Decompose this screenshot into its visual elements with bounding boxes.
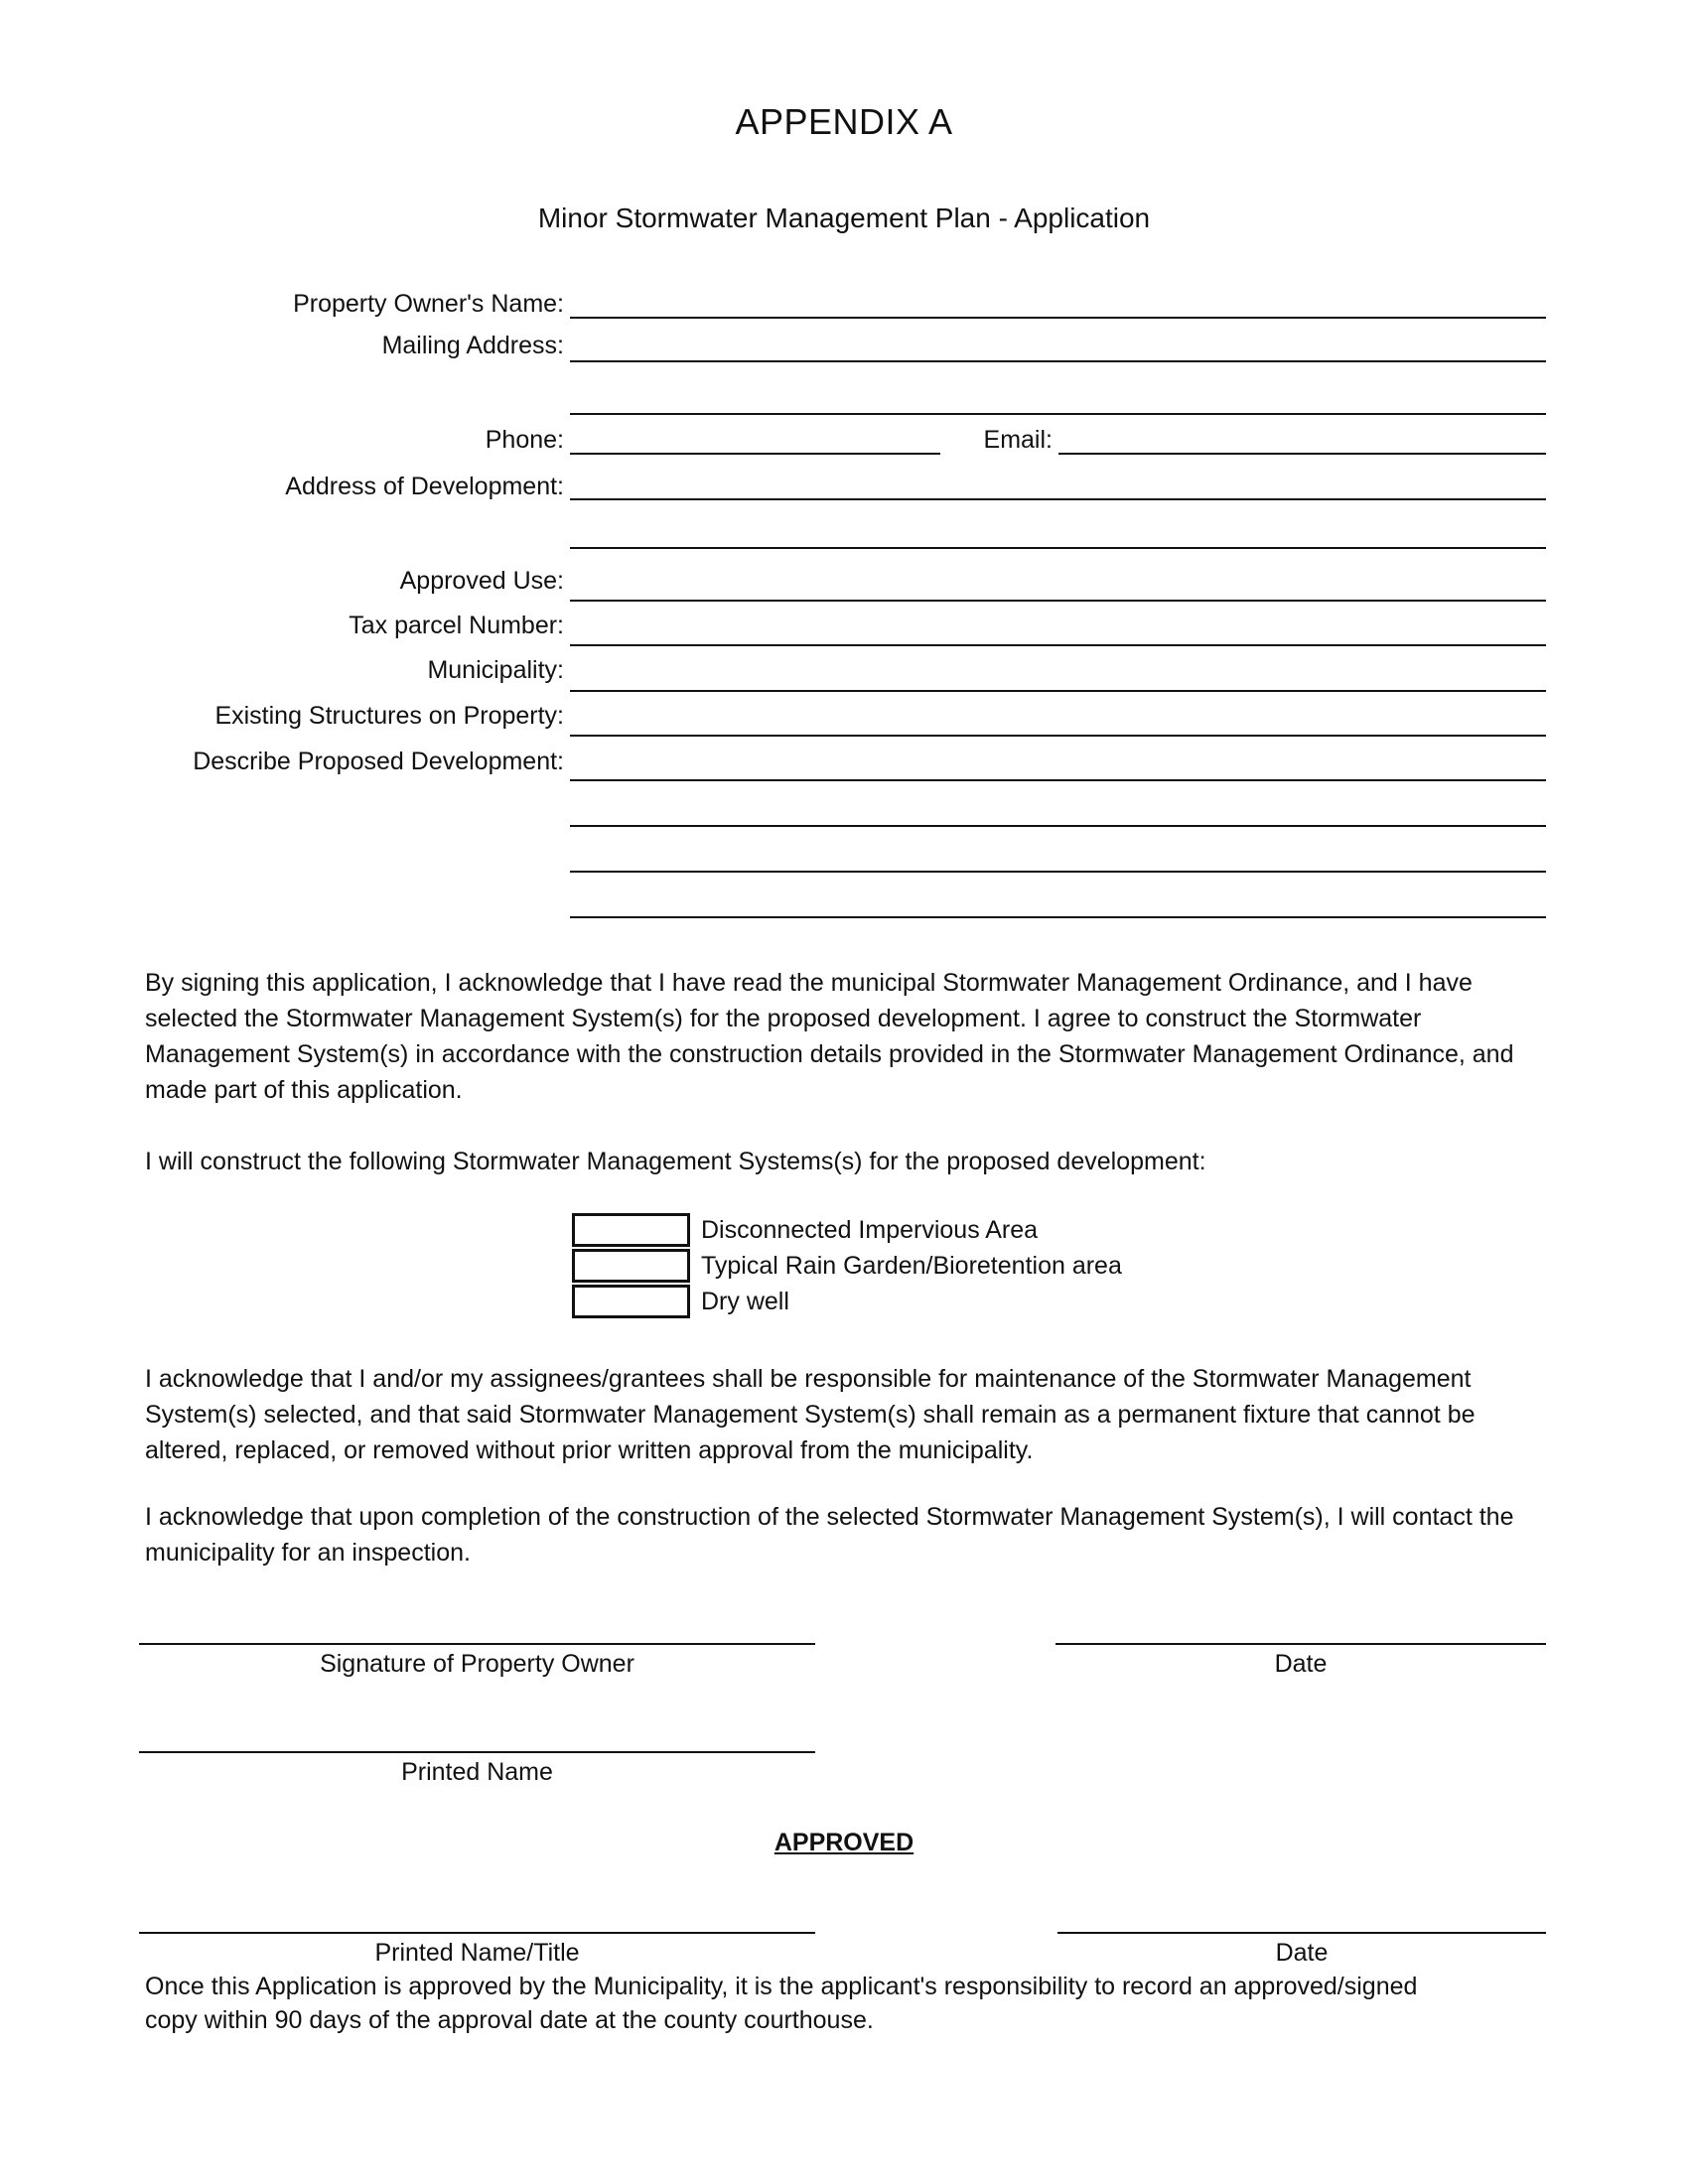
approver-name-title-caption: Printed Name/Title [374,1939,580,1967]
approver-name-title-field[interactable] [139,1932,815,1934]
approver-date-field[interactable] [1057,1932,1546,1934]
owner-signature-field[interactable] [139,1643,815,1645]
construct-systems-text: I will construct the following Stormwater Management Systems(s) for the proposed development: [145,1148,1206,1175]
proposed-development-field-line-4[interactable] [570,916,1546,918]
proposed-development-label: Describe Proposed Development: [193,748,564,775]
proposed-development-field[interactable] [570,779,1546,781]
tax-parcel-field[interactable] [570,644,1546,646]
existing-structures-label: Existing Structures on Property: [214,702,564,730]
email-field[interactable] [1058,453,1546,455]
mailing-address-field[interactable] [570,360,1546,362]
email-label: Email: [983,426,1053,454]
owner-name-label: Property Owner's Name: [293,290,564,318]
recording-instructions-text: Once this Application is approved by the Municipality, it is the applicant's responsibility to record an approved/signed copy within 90 days of the approval date at the county courthouse. [145,1973,1418,2034]
inspection-acknowledgement-text: I acknowledge that upon completion of the construction of the selected Stormwater Management System(s), I will contact the municipality for an inspection. [145,1503,1514,1567]
page-title: APPENDIX A [735,101,953,142]
phone-label: Phone: [485,426,564,454]
owner-signature-caption: Signature of Property Owner [320,1650,634,1678]
disconnected-impervious-area-label: Disconnected Impervious Area [701,1216,1039,1244]
owner-date-caption: Date [1274,1650,1328,1678]
phone-field[interactable] [570,453,940,455]
printed-name-caption: Printed Name [401,1758,553,1786]
disconnected-impervious-area-checkbox[interactable] [572,1213,690,1247]
proposed-development-field-line-2[interactable] [570,825,1546,827]
existing-structures-field[interactable] [570,735,1546,737]
mailing-address-field-line-2[interactable] [570,413,1546,415]
owner-name-field[interactable] [570,317,1546,319]
development-address-field-line-2[interactable] [570,547,1546,549]
rain-garden-checkbox[interactable] [572,1249,690,1283]
maintenance-acknowledgement-text: I acknowledge that I and/or my assignees/grantees shall be responsible for maintenance of the Stormwater Management System(s) selected, and that said Stormwater Management System(s) shall remain as a permanent fixture that cannot be altered, replaced, or removed without prior written approval from the municipality. [145,1365,1476,1464]
proposed-development-field-line-3[interactable] [570,871,1546,873]
mailing-address-label: Mailing Address: [381,332,564,359]
municipality-field[interactable] [570,690,1546,692]
ordinance-acknowledgement-text: By signing this application, I acknowledge that I have read the municipal Stormwater Management Ordinance, and I have selected the Stormwater Management System(s) for the proposed development. I agree to construct the Stormwater Management System(s) in accordance with the construction details provided in the Stormwater Management Ordinance, and made part of this application. [145,969,1514,1104]
owner-date-field[interactable] [1055,1643,1546,1645]
tax-parcel-label: Tax parcel Number: [349,612,564,639]
rain-garden-label: Typical Rain Garden/Bioretention area [701,1252,1122,1280]
municipality-label: Municipality: [427,656,564,684]
development-address-label: Address of Development: [285,473,564,500]
approved-heading: APPROVED [774,1829,914,1856]
form-subtitle: Minor Stormwater Management Plan - Application [537,203,1151,233]
approved-use-field[interactable] [570,600,1546,602]
dry-well-label: Dry well [701,1288,789,1315]
printed-name-field[interactable] [139,1751,815,1753]
dry-well-checkbox[interactable] [572,1285,690,1318]
approved-use-label: Approved Use: [399,567,564,595]
approver-date-caption: Date [1275,1939,1329,1967]
development-address-field[interactable] [570,498,1546,500]
